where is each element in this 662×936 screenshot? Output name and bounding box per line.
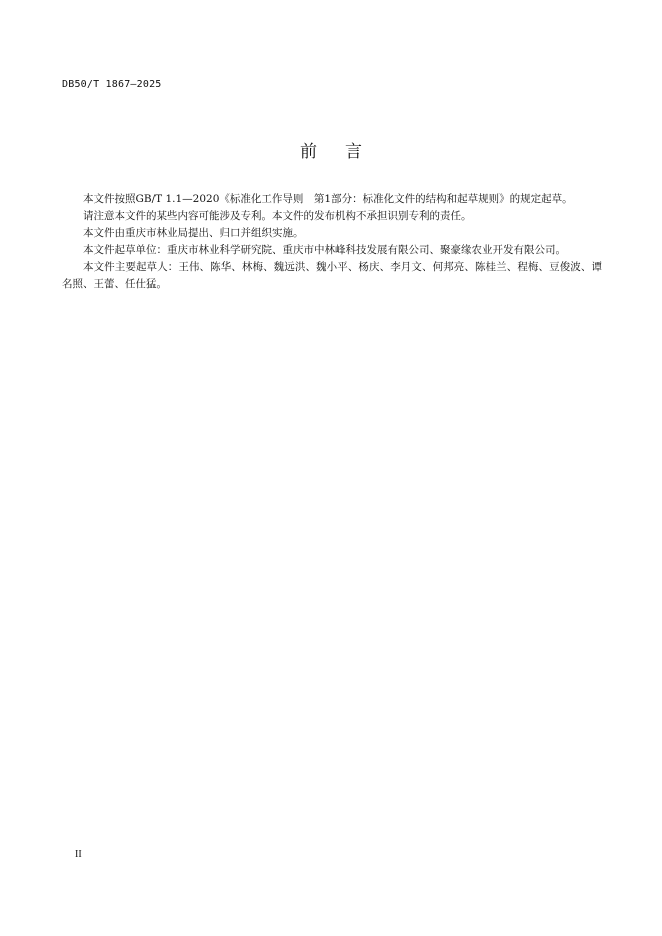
section-title: 前言 — [300, 142, 390, 162]
paragraph-proposer: 本文件由重庆市林业局提出、归口并组织实施。 — [83, 227, 304, 239]
paragraph-drafting-units: 本文件起草单位：重庆市林业科学研究院、重庆市中林峰科技发展有限公司、聚豪缘农业开发有限公司。 — [83, 244, 566, 256]
page-number: II — [75, 849, 82, 860]
paragraph-patent-notice: 请注意本文件的某些内容可能涉及专利。本文件的发布机构不承担识别专利的责任。 — [83, 210, 472, 222]
document-code: DB50/T 1867—2025 — [62, 79, 162, 90]
paragraph-drafters: 本文件主要起草人：王伟、陈华、林梅、魏远洪、魏小平、杨庆、李月文、何邦亮、陈桂兰、程梅、豆俊波、谭名照、王蕾、任仕猛。 — [62, 261, 602, 290]
foreword-body — [62, 191, 602, 293]
paragraph-drafting-rules: 本文件按照GB/T 1.1—2020《标准化工作导则 第1部分：标准化文件的结构和起草规则》的规定起草。 — [83, 193, 573, 205]
